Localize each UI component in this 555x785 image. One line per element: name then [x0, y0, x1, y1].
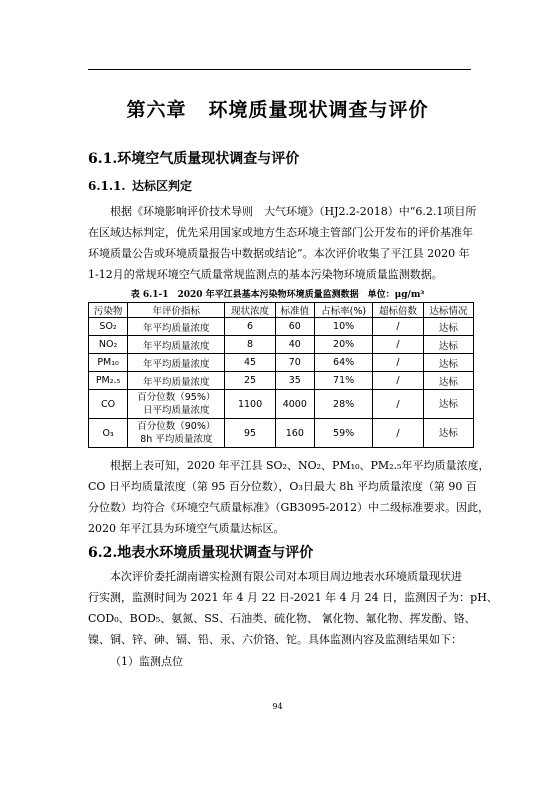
paragraph-line: 分位数）均符合《环境空气质量标准》（GB3095-2012）中二级标准要求。因此， — [88, 501, 490, 514]
list-item-monitoring-points: （1）监测点位 — [110, 655, 183, 668]
subsection-number: 6.1.1. — [88, 179, 126, 193]
cell-value: 25 — [225, 372, 275, 390]
paragraph-line: COD₀、BOD₅、氨氮、SS、石油类、硫化物、 氰化物、氟化物、挥发酚、铬、 — [88, 612, 476, 625]
table-header-row — [89, 303, 474, 318]
cell-index: 年平均质量浓度 — [128, 318, 225, 336]
paragraph-line: 镍、铜、锌、砷、镉、铅、汞、六价铬、铊。具体监测内容及监测结果如下： — [88, 633, 462, 646]
paragraph-line: 在区域达标判定，优先采用国家或地方生态环境主管部门公开发布的评价基准年 — [88, 226, 473, 239]
table-header-cell: 年评价指标 — [128, 303, 225, 318]
cell-status: 达标 — [423, 336, 473, 354]
paragraph-line: 环境质量公告或环境质量报告中数据或结论”。本次评价收集了平江县 2020 年 — [88, 247, 470, 260]
cell-value: 6 — [225, 318, 275, 336]
paragraph-surface-water — [88, 566, 498, 650]
table-caption: 表 6.1-1 2020 年平江县基本污染物环境质量监测数据 单位：μg/m³ — [130, 290, 425, 300]
table-row — [89, 318, 474, 336]
table-row — [89, 336, 474, 354]
pollutant-table — [88, 302, 474, 448]
cell-exceed: / — [373, 372, 423, 390]
cell-pollutant: O₃ — [89, 419, 128, 448]
paragraph-line: 行实测，监测时间为 2021 年 4 月 22 日-2021 年 4 月 24 日，监测因子为：pH、 — [88, 591, 498, 604]
cell-pollutant: PM₂.₅ — [89, 372, 128, 390]
cell-value: 1100 — [225, 390, 275, 419]
table-row — [89, 419, 474, 448]
paragraph-conclusion — [88, 455, 490, 539]
cell-status: 达标 — [423, 318, 473, 336]
cell-pollutant: PM₁₀ — [89, 354, 128, 372]
cell-status: 达标 — [423, 419, 473, 448]
cell-standard: 4000 — [275, 390, 314, 419]
header-rule — [88, 69, 471, 70]
cell-pollutant: SO₂ — [89, 318, 128, 336]
cell-pollutant: CO — [89, 390, 128, 419]
cell-ratio: 59% — [314, 419, 372, 448]
cell-status: 达标 — [423, 354, 473, 372]
cell-value: 45 — [225, 354, 275, 372]
cell-pollutant: NO₂ — [89, 336, 128, 354]
cell-ratio: 20% — [314, 336, 372, 354]
cell-index — [128, 390, 225, 419]
cell-exceed: / — [373, 318, 423, 336]
table-header-cell: 达标情况 — [423, 303, 473, 318]
cell-standard: 35 — [275, 372, 314, 390]
table-header-cell: 现状浓度 — [225, 303, 275, 318]
cell-exceed: / — [373, 390, 423, 419]
section-heading-6-2: 6.2.地表水环境质量现状调查与评价 — [88, 545, 314, 561]
subsection-heading-6-1-1 — [88, 177, 192, 194]
paragraph-line: CO 日平均质量浓度（第 95 百分位数），O₃日最大 8h 平均质量浓度（第 90 百 — [88, 480, 477, 493]
paragraph-line: 根据上表可知，2020 年平江县 SO₂、NO₂、PM₁₀、PM₂.₅年平均质量浓度， — [110, 459, 490, 472]
table-header-cell: 标准值 — [275, 303, 314, 318]
cell-status: 达标 — [423, 390, 473, 419]
table-header-cell: 超标倍数 — [373, 303, 423, 318]
cell-standard: 40 — [275, 336, 314, 354]
cell-status: 达标 — [423, 372, 473, 390]
table-header-cell: 污染物 — [89, 303, 128, 318]
chapter-name: 环境质量现状调查与评价 — [208, 99, 429, 121]
subsection-title: 达标区判定 — [132, 179, 193, 193]
cell-index-line: 8h 平均质量浓度 — [140, 434, 213, 445]
cell-standard: 60 — [275, 318, 314, 336]
chapter-number: 第六章 — [126, 99, 187, 121]
page-number: 94 — [272, 702, 283, 711]
cell-exceed: / — [373, 354, 423, 372]
cell-index: 年平均质量浓度 — [128, 336, 225, 354]
paragraph-line: 1-12月的常规环境空气质量常规监测点的基本污染物环境质量监测数据。 — [88, 268, 443, 281]
cell-ratio: 28% — [314, 390, 372, 419]
cell-ratio: 10% — [314, 318, 372, 336]
cell-standard: 70 — [275, 354, 314, 372]
section-heading-6-1: 6.1.环境空气质量现状调查与评价 — [88, 151, 300, 167]
cell-index-line: 百分位数（90%） — [137, 421, 216, 432]
cell-index — [128, 419, 225, 448]
cell-ratio: 71% — [314, 372, 372, 390]
cell-standard: 160 — [275, 419, 314, 448]
cell-index: 年平均质量浓度 — [128, 372, 225, 390]
table-row — [89, 372, 474, 390]
table-row — [89, 390, 474, 419]
table-row — [89, 354, 474, 372]
table-header-cell: 占标率(%) — [314, 303, 372, 318]
cell-exceed: / — [373, 419, 423, 448]
cell-ratio: 64% — [314, 354, 372, 372]
cell-value: 95 — [225, 419, 275, 448]
cell-exceed: / — [373, 336, 423, 354]
cell-index-line: 百分位数（95%） — [137, 392, 216, 403]
paragraph-intro — [88, 201, 477, 285]
cell-value: 8 — [225, 336, 275, 354]
paragraph-line: 根据《环境影响评价技术导则 大气环境》（HJ2.2-2018）中“6.2.1项目所 — [110, 205, 477, 218]
chapter-title — [0, 95, 555, 122]
paragraph-line: 2020 年平江县为环境空气质量达标区。 — [88, 522, 285, 535]
cell-index-line: 日平均质量浓度 — [143, 405, 210, 416]
cell-index: 年平均质量浓度 — [128, 354, 225, 372]
paragraph-line: 本次评价委托湖南谱实检测有限公司对本项目周边地表水环境质量现状进 — [110, 570, 462, 583]
